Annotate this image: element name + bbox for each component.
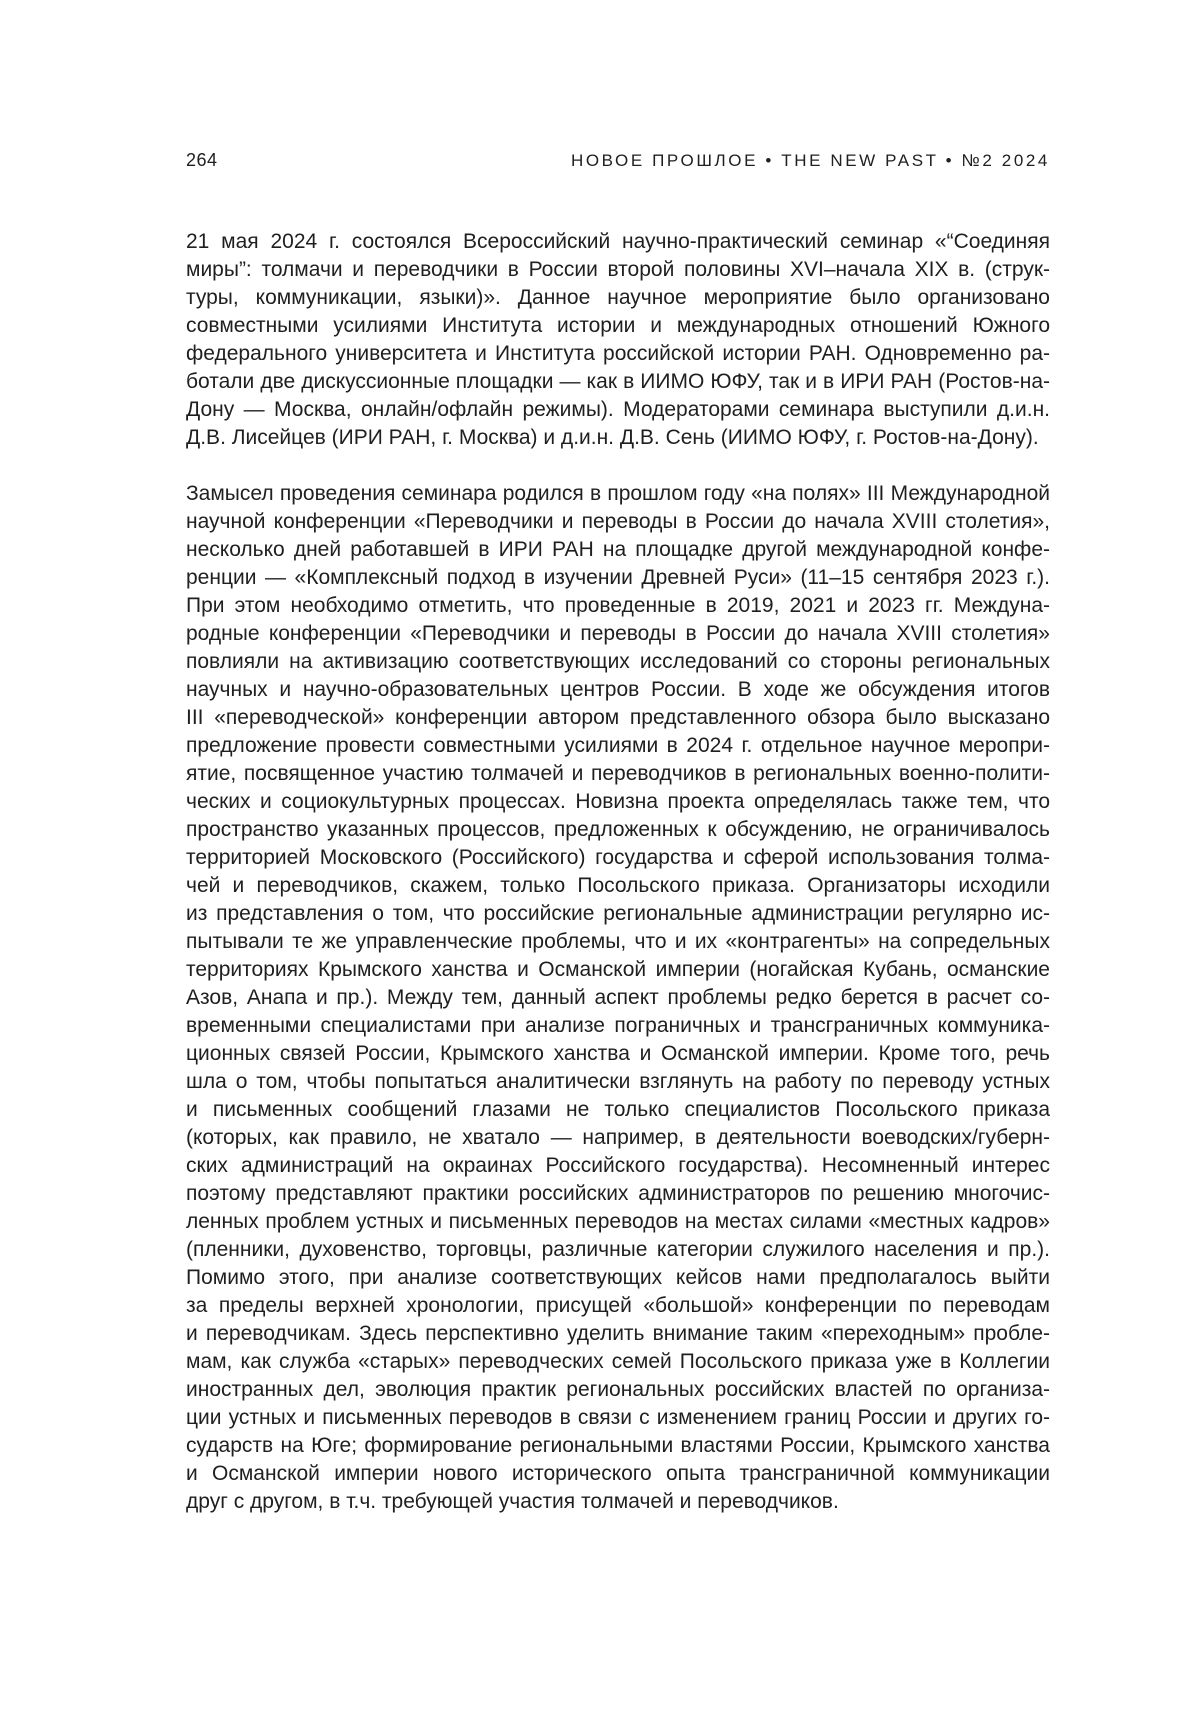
text-line: ческих и социокультурных процессах. Новизна проекта определялась также тем, что [186, 790, 1050, 813]
text-line: Помимо этого, при анализе соответствующих кейсов нами предполагалось выйти [186, 1266, 1050, 1289]
text-line: При этом необходимо отметить, что проведенные в 2019, 2021 и 2023 гг. Междуна- [186, 594, 1050, 617]
text-line: предложение провести совместными усилиями в 2024 г. отдельное научное меропри- [186, 734, 1050, 757]
text-line: миры”: толмачи и переводчики в России второй половины XVI–начала XIX в. (струк- [186, 258, 1050, 281]
text-line: (которых, как правило, не хватало — например, в деятельности воеводских/губерн- [186, 1126, 1050, 1149]
text-line: ятие, посвященное участию толмачей и переводчиков в региональных военно-полити- [186, 762, 1050, 785]
text-line: иностранных дел, эволюция практик региональных российских властей по организа- [186, 1378, 1050, 1401]
text-line: пытывали те же управленческие проблемы, что и их «контрагенты» на сопредельных [186, 930, 1050, 953]
text-line: Д.В. Лисейцев (ИРИ РАН, г. Москва) и д.и.н. Д.В. Сень (ИИМО ЮФУ, г. Ростов-на-Дону). [186, 426, 1039, 449]
text-line: ленных проблем устных и письменных переводов на местах силами «местных кадров» [186, 1210, 1050, 1233]
text-line: федерального университета и Института российской истории РАН. Одновременно ра- [186, 342, 1050, 365]
text-line: III «переводческой» конференции автором представленного обзора было высказано [186, 706, 1050, 729]
text-line: мам, как служба «старых» переводческих семей Посольского приказа уже в Коллегии [186, 1350, 1050, 1373]
text-line: ских администраций на окраинах Российского государства). Несомненный интерес [186, 1154, 1050, 1177]
text-line: совместными усилиями Института истории и международных отношений Южного [186, 314, 1050, 337]
text-line: и переводчикам. Здесь перспективно уделить внимание таким «переходным» пробле- [186, 1322, 1050, 1345]
text-line: научной конференции «Переводчики и переводы в России до начала XVIII столетия», [186, 510, 1050, 533]
text-line: 21 мая 2024 г. состоялся Всероссийский научно-практический семинар «“Соединяя [186, 230, 1050, 253]
text-line: Дону — Москва, онлайн/офлайн режимы). Модераторами семинара выступили д.и.н. [186, 398, 1050, 421]
text-line: родные конференции «Переводчики и переводы в России до начала XVIII столетия» [186, 622, 1050, 645]
text-line: (пленники, духовенство, торговцы, различные категории служилого населения и пр.). [186, 1238, 1050, 1261]
text-line: ции устных и письменных переводов в связи с изменением границ России и других го- [186, 1406, 1050, 1429]
text-line: научных и научно-образовательных центров России. В ходе же обсуждения итогов [186, 678, 1050, 701]
text-line: и Османской империи нового исторического опыта трансграничной коммуникации [186, 1462, 1050, 1485]
text-line: ренции — «Комплексный подход в изучении Древней Руси» (11–15 сентября 2023 г.). [186, 566, 1050, 589]
text-line: временными специалистами при анализе пограничных и трансграничных коммуника- [186, 1014, 1050, 1037]
paragraph [186, 228, 1050, 452]
text-line: Азов, Анапа и пр.). Между тем, данный аспект проблемы редко берется в расчет со- [186, 986, 1050, 1009]
text-line: друг с другом, в т.ч. требующей участия толмачей и переводчиков. [186, 1490, 839, 1513]
text-line: территорией Московского (Российского) государства и сферой использования толма- [186, 846, 1050, 869]
text-line: сударств на Юге; формирование региональными властями России, Крымского ханства [186, 1434, 1050, 1457]
text-line: несколько дней работавшей в ИРИ РАН на площадке другой международной конфе- [186, 538, 1050, 561]
text-line: ционных связей России, Крымского ханства и Османской империи. Кроме того, речь [186, 1042, 1050, 1065]
text-line: ботали две дискуссионные площадки — как в ИИМО ЮФУ, так и в ИРИ РАН (Ростов-на- [186, 370, 1050, 393]
text-line: территориях Крымского ханства и Османской империи (ногайская Кубань, османские [186, 958, 1050, 981]
text-line: поэтому представляют практики российских администраторов по решению многочис- [186, 1182, 1050, 1205]
paragraph [186, 480, 1050, 1516]
text-line: чей и переводчиков, скажем, только Посольского приказа. Организаторы исходили [186, 874, 1050, 897]
text-line: шла о том, чтобы попытаться аналитически взглянуть на работу по переводу устных [186, 1070, 1050, 1093]
text-line: из представления о том, что российские региональные администрации регулярно ис- [186, 902, 1050, 925]
page-header [186, 150, 1050, 171]
text-line: туры, коммуникации, языки)». Данное научное мероприятие было организовано [186, 286, 1050, 309]
text-line: повлияли на активизацию соответствующих исследований со стороны региональных [186, 650, 1050, 673]
text-line: Замысел проведения семинара родился в прошлом году «на полях» III Международной [186, 482, 1050, 505]
article-body [186, 228, 1050, 1516]
page-number: 264 [186, 150, 218, 170]
text-line: и письменных сообщений глазами не только специалистов Посольского приказа [186, 1098, 1050, 1121]
text-line: пространство указанных процессов, предложенных к обсуждению, не ограничивалось [186, 818, 1050, 841]
text-line: за пределы верхней хронологии, присущей «большой» конференции по переводам [186, 1294, 1050, 1317]
journal-running-title: НОВОЕ ПРОШЛОЕ • THE NEW PAST • №2 2024 [570, 151, 1050, 170]
